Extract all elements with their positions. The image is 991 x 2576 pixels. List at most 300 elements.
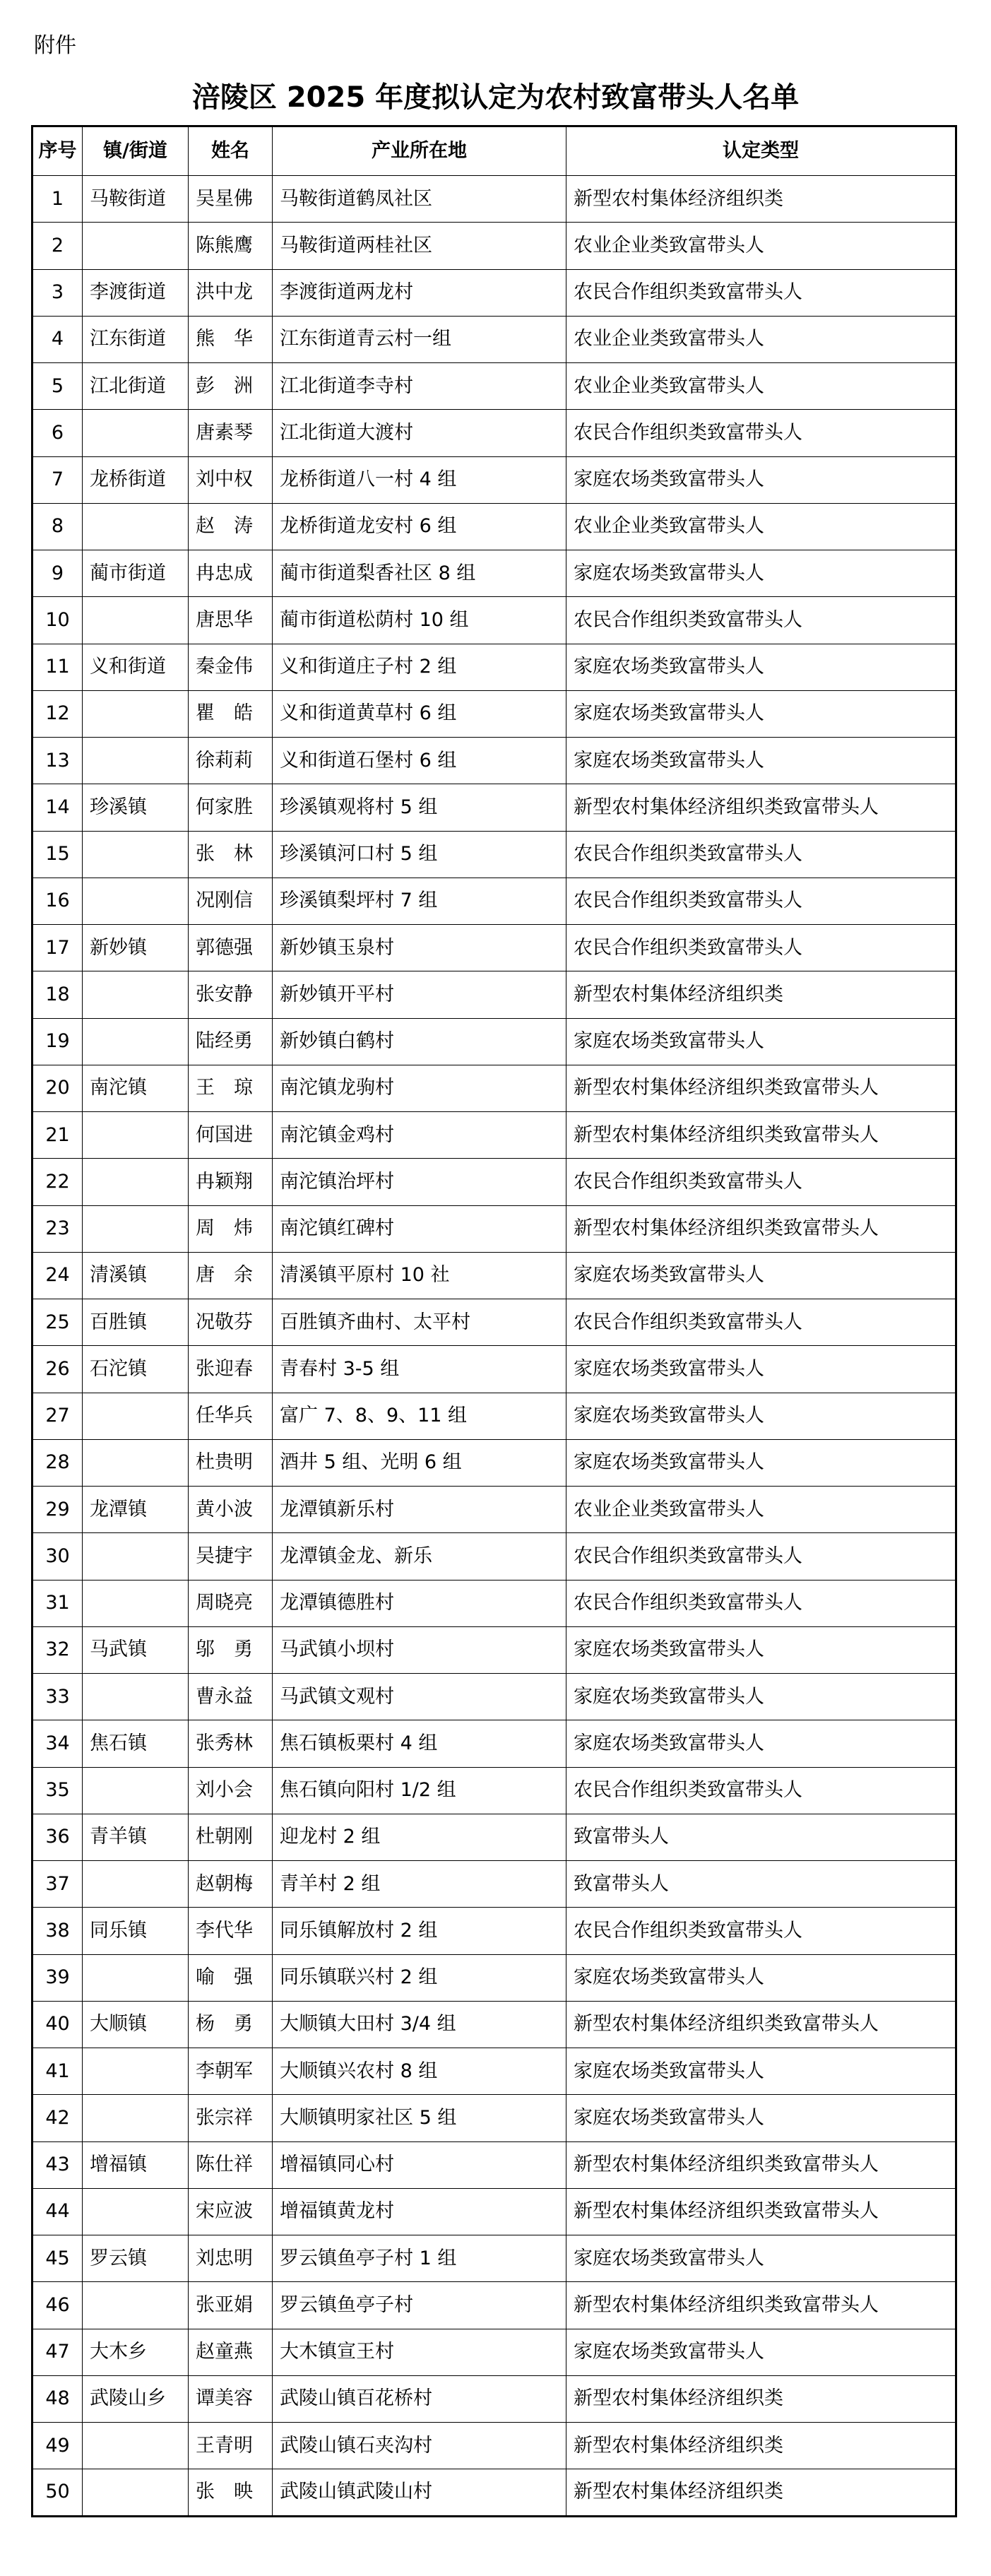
cell-town: [83, 2469, 189, 2516]
cell-location: 江北街道李寺村: [273, 363, 566, 410]
cell-type: 农业企业类致富带头人: [566, 316, 956, 362]
cell-type: 农民合作组织类致富带头人: [566, 1767, 956, 1814]
cell-town: 焦石镇: [83, 1720, 189, 1767]
cell-name: 谭美容: [189, 2375, 273, 2422]
cell-type: 新型农村集体经济组织类: [566, 2375, 956, 2422]
cell-town: [83, 223, 189, 269]
table-row: [32, 2423, 956, 2469]
cell-name: 任华兵: [189, 1393, 273, 1439]
cell-location: 焦石镇向阳村 1/2 组: [273, 1767, 566, 1814]
cell-town: 江北街道: [83, 363, 189, 410]
table-row: [32, 1954, 956, 2001]
cell-type: 家庭农场类致富带头人: [566, 1674, 956, 1720]
cell-location: 青春村 3-5 组: [273, 1346, 566, 1393]
cell-location: 罗云镇鱼亭子村 1 组: [273, 2235, 566, 2282]
cell-type: 农业企业类致富带头人: [566, 363, 956, 410]
cell-no: 37: [32, 1861, 83, 1908]
document-title: 涪陵区 2025 年度拟认定为农村致富带头人名单: [191, 81, 800, 114]
cell-no: 45: [32, 2235, 83, 2282]
attachment-label: 附件: [34, 33, 76, 58]
cell-name: 唐思华: [189, 597, 273, 644]
cell-no: 28: [32, 1439, 83, 1486]
cell-type: 家庭农场类致富带头人: [566, 2235, 956, 2282]
cell-type: 家庭农场类致富带头人: [566, 1720, 956, 1767]
cell-town: 马鞍街道: [83, 176, 189, 223]
cell-type: 家庭农场类致富带头人: [566, 1439, 956, 1486]
table-row: [32, 503, 956, 550]
cell-name: 冉忠成: [189, 550, 273, 597]
table-row: [32, 2469, 956, 2516]
cell-location: 大顺镇明家社区 5 组: [273, 2095, 566, 2141]
header-no: 序号: [32, 126, 83, 176]
cell-name: 何家胜: [189, 784, 273, 831]
cell-location: 罗云镇鱼亭子村: [273, 2282, 566, 2329]
cell-type: 家庭农场类致富带头人: [566, 1626, 956, 1673]
cell-town: [83, 2282, 189, 2329]
cell-town: [83, 1533, 189, 1580]
cell-town: 清溪镇: [83, 1252, 189, 1299]
cell-name: 李朝军: [189, 2048, 273, 2095]
table-row: [32, 1487, 956, 1533]
cell-location: 江北街道大渡村: [273, 410, 566, 456]
cell-no: 31: [32, 1580, 83, 1626]
cell-type: 农民合作组织类致富带头人: [566, 1533, 956, 1580]
cell-type: 家庭农场类致富带头人: [566, 456, 956, 503]
cell-town: [83, 690, 189, 737]
cell-no: 4: [32, 316, 83, 362]
cell-no: 20: [32, 1065, 83, 1111]
cell-type: 农民合作组织类致富带头人: [566, 925, 956, 971]
cell-no: 19: [32, 1018, 83, 1065]
cell-name: 刘小会: [189, 1767, 273, 1814]
cell-type: 家庭农场类致富带头人: [566, 2329, 956, 2375]
cell-no: 40: [32, 2001, 83, 2048]
cell-town: 义和街道: [83, 644, 189, 690]
cell-location: 南沱镇金鸡村: [273, 1112, 566, 1159]
table-row: [32, 1252, 956, 1299]
cell-name: 曹永益: [189, 1674, 273, 1720]
cell-type: 农民合作组织类致富带头人: [566, 1908, 956, 1954]
cell-no: 36: [32, 1814, 83, 1860]
cell-no: 32: [32, 1626, 83, 1673]
cell-name: 秦金伟: [189, 644, 273, 690]
cell-type: 新型农村集体经济组织类致富带头人: [566, 2188, 956, 2235]
cell-town: 南沱镇: [83, 1065, 189, 1111]
cell-no: 44: [32, 2188, 83, 2235]
cell-town: 青羊镇: [83, 1814, 189, 1860]
cell-type: 农业企业类致富带头人: [566, 223, 956, 269]
table-row: [32, 690, 956, 737]
cell-town: 百胜镇: [83, 1299, 189, 1346]
cell-no: 34: [32, 1720, 83, 1767]
cell-type: 农民合作组织类致富带头人: [566, 269, 956, 316]
cell-type: 新型农村集体经济组织类致富带头人: [566, 1065, 956, 1111]
cell-location: 蔺市街道梨香社区 8 组: [273, 550, 566, 597]
table-row: [32, 1159, 956, 1205]
cell-type: 家庭农场类致富带头人: [566, 1346, 956, 1393]
cell-no: 5: [32, 363, 83, 410]
cell-location: 酒井 5 组、光明 6 组: [273, 1439, 566, 1486]
cell-name: 吴捷宇: [189, 1533, 273, 1580]
cell-town: 大顺镇: [83, 2001, 189, 2048]
table-row: [32, 456, 956, 503]
cell-town: 罗云镇: [83, 2235, 189, 2282]
cell-type: 致富带头人: [566, 1861, 956, 1908]
cell-location: 马武镇文观村: [273, 1674, 566, 1720]
cell-no: 17: [32, 925, 83, 971]
cell-location: 龙桥街道八一村 4 组: [273, 456, 566, 503]
cell-location: 龙潭镇新乐村: [273, 1487, 566, 1533]
cell-name: 陈仕祥: [189, 2141, 273, 2188]
cell-type: 农民合作组织类致富带头人: [566, 1299, 956, 1346]
cell-no: 9: [32, 550, 83, 597]
table-row: [32, 644, 956, 690]
cell-no: 43: [32, 2141, 83, 2188]
cell-name: 周晓亮: [189, 1580, 273, 1626]
cell-town: 石沱镇: [83, 1346, 189, 1393]
table-row: [32, 410, 956, 456]
table-row: [32, 1720, 956, 1767]
cell-name: 况刚信: [189, 878, 273, 924]
cell-town: 李渡街道: [83, 269, 189, 316]
cell-name: 刘中权: [189, 456, 273, 503]
cell-no: 1: [32, 176, 83, 223]
cell-town: 龙潭镇: [83, 1487, 189, 1533]
cell-type: 家庭农场类致富带头人: [566, 1954, 956, 2001]
cell-location: 大顺镇大田村 3/4 组: [273, 2001, 566, 2048]
cell-type: 农业企业类致富带头人: [566, 503, 956, 550]
cell-type: 家庭农场类致富带头人: [566, 550, 956, 597]
cell-name: 周 炜: [189, 1205, 273, 1252]
cell-no: 26: [32, 1346, 83, 1393]
cell-town: 江东街道: [83, 316, 189, 362]
cell-type: 农民合作组织类致富带头人: [566, 831, 956, 878]
cell-type: 农业企业类致富带头人: [566, 1487, 956, 1533]
cell-town: 同乐镇: [83, 1908, 189, 1954]
cell-type: 农民合作组织类致富带头人: [566, 597, 956, 644]
cell-name: 陆经勇: [189, 1018, 273, 1065]
cell-no: 13: [32, 738, 83, 784]
cell-name: 杜贵明: [189, 1439, 273, 1486]
cell-location: 新妙镇白鹤村: [273, 1018, 566, 1065]
cell-location: 清溪镇平原村 10 社: [273, 1252, 566, 1299]
cell-town: 龙桥街道: [83, 456, 189, 503]
cell-no: 47: [32, 2329, 83, 2375]
cell-location: 增福镇黄龙村: [273, 2188, 566, 2235]
cell-type: 致富带头人: [566, 1814, 956, 1860]
cell-no: 18: [32, 971, 83, 1018]
cell-name: 赵童燕: [189, 2329, 273, 2375]
cell-type: 新型农村集体经济组织类致富带头人: [566, 2282, 956, 2329]
cell-town: [83, 971, 189, 1018]
cell-location: 迎龙村 2 组: [273, 1814, 566, 1860]
table-row: [32, 971, 956, 1018]
cell-name: 张安静: [189, 971, 273, 1018]
table-row: [32, 2001, 956, 2048]
roster-table: [31, 125, 957, 2517]
cell-no: 12: [32, 690, 83, 737]
header-town: 镇/街道: [83, 126, 189, 176]
header-name: 姓名: [189, 126, 273, 176]
cell-type: 新型农村集体经济组织类致富带头人: [566, 1112, 956, 1159]
cell-location: 南沱镇治坪村: [273, 1159, 566, 1205]
header-location: 产业所在地: [273, 126, 566, 176]
cell-no: 15: [32, 831, 83, 878]
table-row: [32, 1908, 956, 1954]
table-row: [32, 738, 956, 784]
cell-name: 喻 强: [189, 1954, 273, 2001]
cell-name: 李代华: [189, 1908, 273, 1954]
cell-name: 张亚娟: [189, 2282, 273, 2329]
cell-no: 33: [32, 1674, 83, 1720]
cell-location: 义和街道石堡村 6 组: [273, 738, 566, 784]
cell-no: 30: [32, 1533, 83, 1580]
table-row: [32, 1299, 956, 1346]
table-row: [32, 1205, 956, 1252]
cell-location: 义和街道庄子村 2 组: [273, 644, 566, 690]
cell-town: [83, 1861, 189, 1908]
cell-no: 42: [32, 2095, 83, 2141]
cell-no: 2: [32, 223, 83, 269]
table-row: [32, 2048, 956, 2095]
cell-location: 增福镇同心村: [273, 2141, 566, 2188]
cell-name: 洪中龙: [189, 269, 273, 316]
cell-town: [83, 597, 189, 644]
table-row: [32, 2375, 956, 2422]
cell-location: 大木镇宣王村: [273, 2329, 566, 2375]
cell-name: 刘忠明: [189, 2235, 273, 2282]
cell-town: [83, 2095, 189, 2141]
cell-location: 龙潭镇金龙、新乐: [273, 1533, 566, 1580]
cell-town: [83, 1393, 189, 1439]
cell-name: 张 林: [189, 831, 273, 878]
table-row: [32, 1018, 956, 1065]
cell-name: 张 映: [189, 2469, 273, 2516]
cell-location: 义和街道黄草村 6 组: [273, 690, 566, 737]
cell-name: 唐素琴: [189, 410, 273, 456]
cell-location: 武陵山镇武陵山村: [273, 2469, 566, 2516]
cell-no: 6: [32, 410, 83, 456]
cell-town: [83, 878, 189, 924]
cell-no: 11: [32, 644, 83, 690]
cell-type: 农民合作组织类致富带头人: [566, 1159, 956, 1205]
cell-town: 新妙镇: [83, 925, 189, 971]
cell-town: 增福镇: [83, 2141, 189, 2188]
cell-no: 14: [32, 784, 83, 831]
cell-no: 8: [32, 503, 83, 550]
cell-type: 家庭农场类致富带头人: [566, 644, 956, 690]
cell-location: 青羊村 2 组: [273, 1861, 566, 1908]
cell-name: 何国进: [189, 1112, 273, 1159]
table-row: [32, 316, 956, 362]
table-row: [32, 2282, 956, 2329]
cell-no: 39: [32, 1954, 83, 2001]
cell-no: 24: [32, 1252, 83, 1299]
table-row: [32, 1112, 956, 1159]
cell-name: 王 琼: [189, 1065, 273, 1111]
table-row: [32, 878, 956, 924]
cell-name: 宋应波: [189, 2188, 273, 2235]
cell-location: 江东街道青云村一组: [273, 316, 566, 362]
cell-location: 珍溪镇观将村 5 组: [273, 784, 566, 831]
cell-type: 新型农村集体经济组织类: [566, 971, 956, 1018]
cell-location: 龙潭镇德胜村: [273, 1580, 566, 1626]
cell-location: 南沱镇红碑村: [273, 1205, 566, 1252]
table-row: [32, 925, 956, 971]
cell-type: 新型农村集体经济组织类: [566, 2469, 956, 2516]
cell-location: 李渡街道两龙村: [273, 269, 566, 316]
cell-name: 唐 余: [189, 1252, 273, 1299]
table-row: [32, 1580, 956, 1626]
table-row: [32, 2095, 956, 2141]
table-row: [32, 831, 956, 878]
cell-name: 陈熊鹰: [189, 223, 273, 269]
cell-location: 珍溪镇河口村 5 组: [273, 831, 566, 878]
cell-location: 百胜镇齐曲村、太平村: [273, 1299, 566, 1346]
cell-no: 35: [32, 1767, 83, 1814]
cell-location: 南沱镇龙驹村: [273, 1065, 566, 1111]
cell-name: 杨 勇: [189, 2001, 273, 2048]
table-row: [32, 269, 956, 316]
cell-no: 49: [32, 2423, 83, 2469]
cell-type: 家庭农场类致富带头人: [566, 2095, 956, 2141]
table-row: [32, 176, 956, 223]
table-row: [32, 1393, 956, 1439]
table-row: [32, 1861, 956, 1908]
cell-no: 16: [32, 878, 83, 924]
cell-location: 马武镇小坝村: [273, 1626, 566, 1673]
cell-name: 赵 涛: [189, 503, 273, 550]
cell-name: 张宗祥: [189, 2095, 273, 2141]
cell-type: 农民合作组织类致富带头人: [566, 410, 956, 456]
cell-town: [83, 1439, 189, 1486]
cell-no: 38: [32, 1908, 83, 1954]
cell-location: 龙桥街道龙安村 6 组: [273, 503, 566, 550]
cell-town: 武陵山乡: [83, 2375, 189, 2422]
cell-town: 大木乡: [83, 2329, 189, 2375]
cell-no: 25: [32, 1299, 83, 1346]
cell-no: 48: [32, 2375, 83, 2422]
cell-no: 50: [32, 2469, 83, 2516]
cell-name: 赵朝梅: [189, 1861, 273, 1908]
cell-name: 王青明: [189, 2423, 273, 2469]
cell-town: [83, 1580, 189, 1626]
cell-town: [83, 1159, 189, 1205]
cell-town: 珍溪镇: [83, 784, 189, 831]
cell-no: 22: [32, 1159, 83, 1205]
cell-name: 张迎春: [189, 1346, 273, 1393]
cell-name: 徐莉莉: [189, 738, 273, 784]
cell-location: 同乐镇解放村 2 组: [273, 1908, 566, 1954]
cell-town: [83, 410, 189, 456]
cell-location: 武陵山镇石夹沟村: [273, 2423, 566, 2469]
table-row: [32, 223, 956, 269]
table-row: [32, 1065, 956, 1111]
cell-no: 29: [32, 1487, 83, 1533]
cell-type: 农民合作组织类致富带头人: [566, 1580, 956, 1626]
cell-town: [83, 2188, 189, 2235]
cell-name: 杜朝刚: [189, 1814, 273, 1860]
cell-location: 武陵山镇百花桥村: [273, 2375, 566, 2422]
cell-type: 农民合作组织类致富带头人: [566, 878, 956, 924]
cell-type: 家庭农场类致富带头人: [566, 1393, 956, 1439]
cell-type: 家庭农场类致富带头人: [566, 1018, 956, 1065]
cell-location: 马鞍街道鹤凤社区: [273, 176, 566, 223]
cell-no: 7: [32, 456, 83, 503]
cell-town: 蔺市街道: [83, 550, 189, 597]
table-row: [32, 1533, 956, 1580]
cell-name: 张秀林: [189, 1720, 273, 1767]
table-row: [32, 784, 956, 831]
cell-no: 41: [32, 2048, 83, 2095]
cell-town: [83, 1018, 189, 1065]
table-row: [32, 1626, 956, 1673]
cell-type: 新型农村集体经济组织类致富带头人: [566, 1205, 956, 1252]
cell-town: [83, 831, 189, 878]
cell-name: 邬 勇: [189, 1626, 273, 1673]
cell-location: 新妙镇玉泉村: [273, 925, 566, 971]
cell-town: [83, 1205, 189, 1252]
cell-town: [83, 2048, 189, 2095]
table-row: [32, 1814, 956, 1860]
cell-town: [83, 1767, 189, 1814]
cell-town: [83, 503, 189, 550]
cell-name: 冉颖翔: [189, 1159, 273, 1205]
cell-no: 46: [32, 2282, 83, 2329]
cell-name: 熊 华: [189, 316, 273, 362]
cell-town: 马武镇: [83, 1626, 189, 1673]
cell-town: [83, 1112, 189, 1159]
cell-type: 家庭农场类致富带头人: [566, 690, 956, 737]
cell-town: [83, 1954, 189, 2001]
table-row: [32, 1767, 956, 1814]
table-row: [32, 1674, 956, 1720]
cell-no: 21: [32, 1112, 83, 1159]
cell-location: 新妙镇开平村: [273, 971, 566, 1018]
table-row: [32, 597, 956, 644]
cell-location: 马鞍街道两桂社区: [273, 223, 566, 269]
cell-location: 蔺市街道松荫村 10 组: [273, 597, 566, 644]
header-type: 认定类型: [566, 126, 956, 176]
cell-location: 焦石镇板栗村 4 组: [273, 1720, 566, 1767]
table-row: [32, 2235, 956, 2282]
cell-type: 新型农村集体经济组织类: [566, 2423, 956, 2469]
cell-type: 家庭农场类致富带头人: [566, 1252, 956, 1299]
cell-name: 况敬芬: [189, 1299, 273, 1346]
table-body: [32, 176, 956, 2517]
cell-no: 23: [32, 1205, 83, 1252]
cell-name: 彭 洲: [189, 363, 273, 410]
cell-town: [83, 2423, 189, 2469]
cell-town: [83, 738, 189, 784]
cell-name: 吴星佛: [189, 176, 273, 223]
cell-location: 同乐镇联兴村 2 组: [273, 1954, 566, 2001]
cell-type: 新型农村集体经济组织类致富带头人: [566, 784, 956, 831]
cell-name: 黄小波: [189, 1487, 273, 1533]
cell-no: 10: [32, 597, 83, 644]
cell-type: 家庭农场类致富带头人: [566, 738, 956, 784]
table-row: [32, 1346, 956, 1393]
cell-type: 新型农村集体经济组织类致富带头人: [566, 2001, 956, 2048]
table-row: [32, 550, 956, 597]
cell-location: 大顺镇兴农村 8 组: [273, 2048, 566, 2095]
cell-location: 富广 7、8、9、11 组: [273, 1393, 566, 1439]
cell-name: 郭德强: [189, 925, 273, 971]
table-row: [32, 2141, 956, 2188]
cell-no: 3: [32, 269, 83, 316]
table-row: [32, 363, 956, 410]
cell-town: [83, 1674, 189, 1720]
